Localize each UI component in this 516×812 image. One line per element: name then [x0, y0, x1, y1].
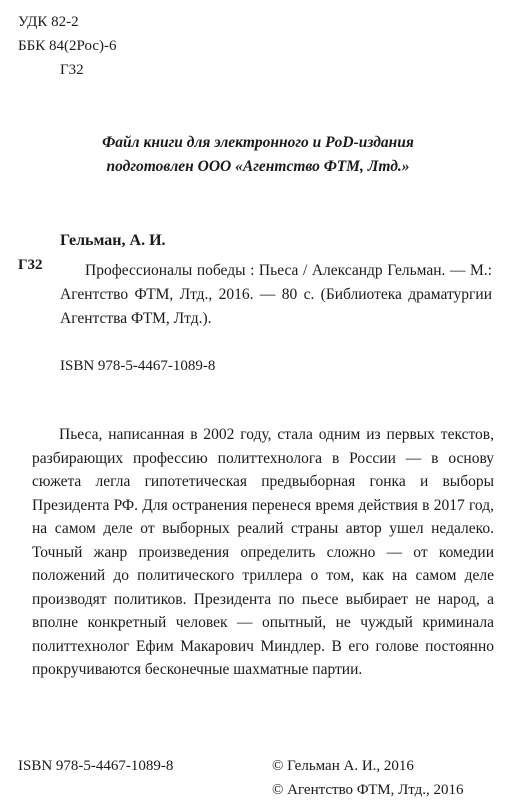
annotation-text: Пьеса, написанная в 2002 году, стала одним из первых текстов, разбирающих профессию политтехнолога в России — в основу сюжета легла гипотетическая предвыборная гонка и выборы Президента РФ. Для остранения перенеся время действия в 2017 год, на самом деле от выборных реалий страны автор ушел недалеко. Точный жанр произведения определить сложно — от комедии положений до политического триллера о том, как на самом деле производят политиков. Президента по пьесе выбирает не народ, а вполне конкретный человек — опытный, не чуждый криминала политтехнолог Ефим Макарович Миндлер. В его голове постоянно прокручиваются бесконечные шахматные партии.	[32, 426, 494, 678]
author-mark-side: Г32	[18, 257, 43, 273]
author-mark: Г32	[60, 62, 84, 78]
copyright-author: © Гельман А. И., 2016	[272, 758, 414, 774]
bibliographic-description: Профессионалы победы : Пьеса / Александр Гельман. — М.: Агентство ФТМ, Лтд., 2016. — 80 с. (Библиотека драматургии Агентства ФТМ, Лтд.).	[60, 262, 492, 327]
edition-notice-line2: подготовлен ООО «Агентство ФТМ, Лтд.»	[106, 158, 410, 175]
edition-notice-line1: Файл книги для электронного и PoD-издания	[102, 134, 414, 151]
footer-isbn: ISBN 978-5-4467-1089-8	[18, 758, 174, 774]
bbk-code: ББК 84(2Рос)-6	[18, 38, 117, 54]
udk-code: УДК 82-2	[18, 14, 79, 30]
author-name: Гельман, А. И.	[60, 232, 166, 249]
entry-isbn: ISBN 978-5-4467-1089-8	[60, 358, 216, 374]
copyright-publisher: © Агентство ФТМ, Лтд., 2016	[272, 782, 464, 798]
